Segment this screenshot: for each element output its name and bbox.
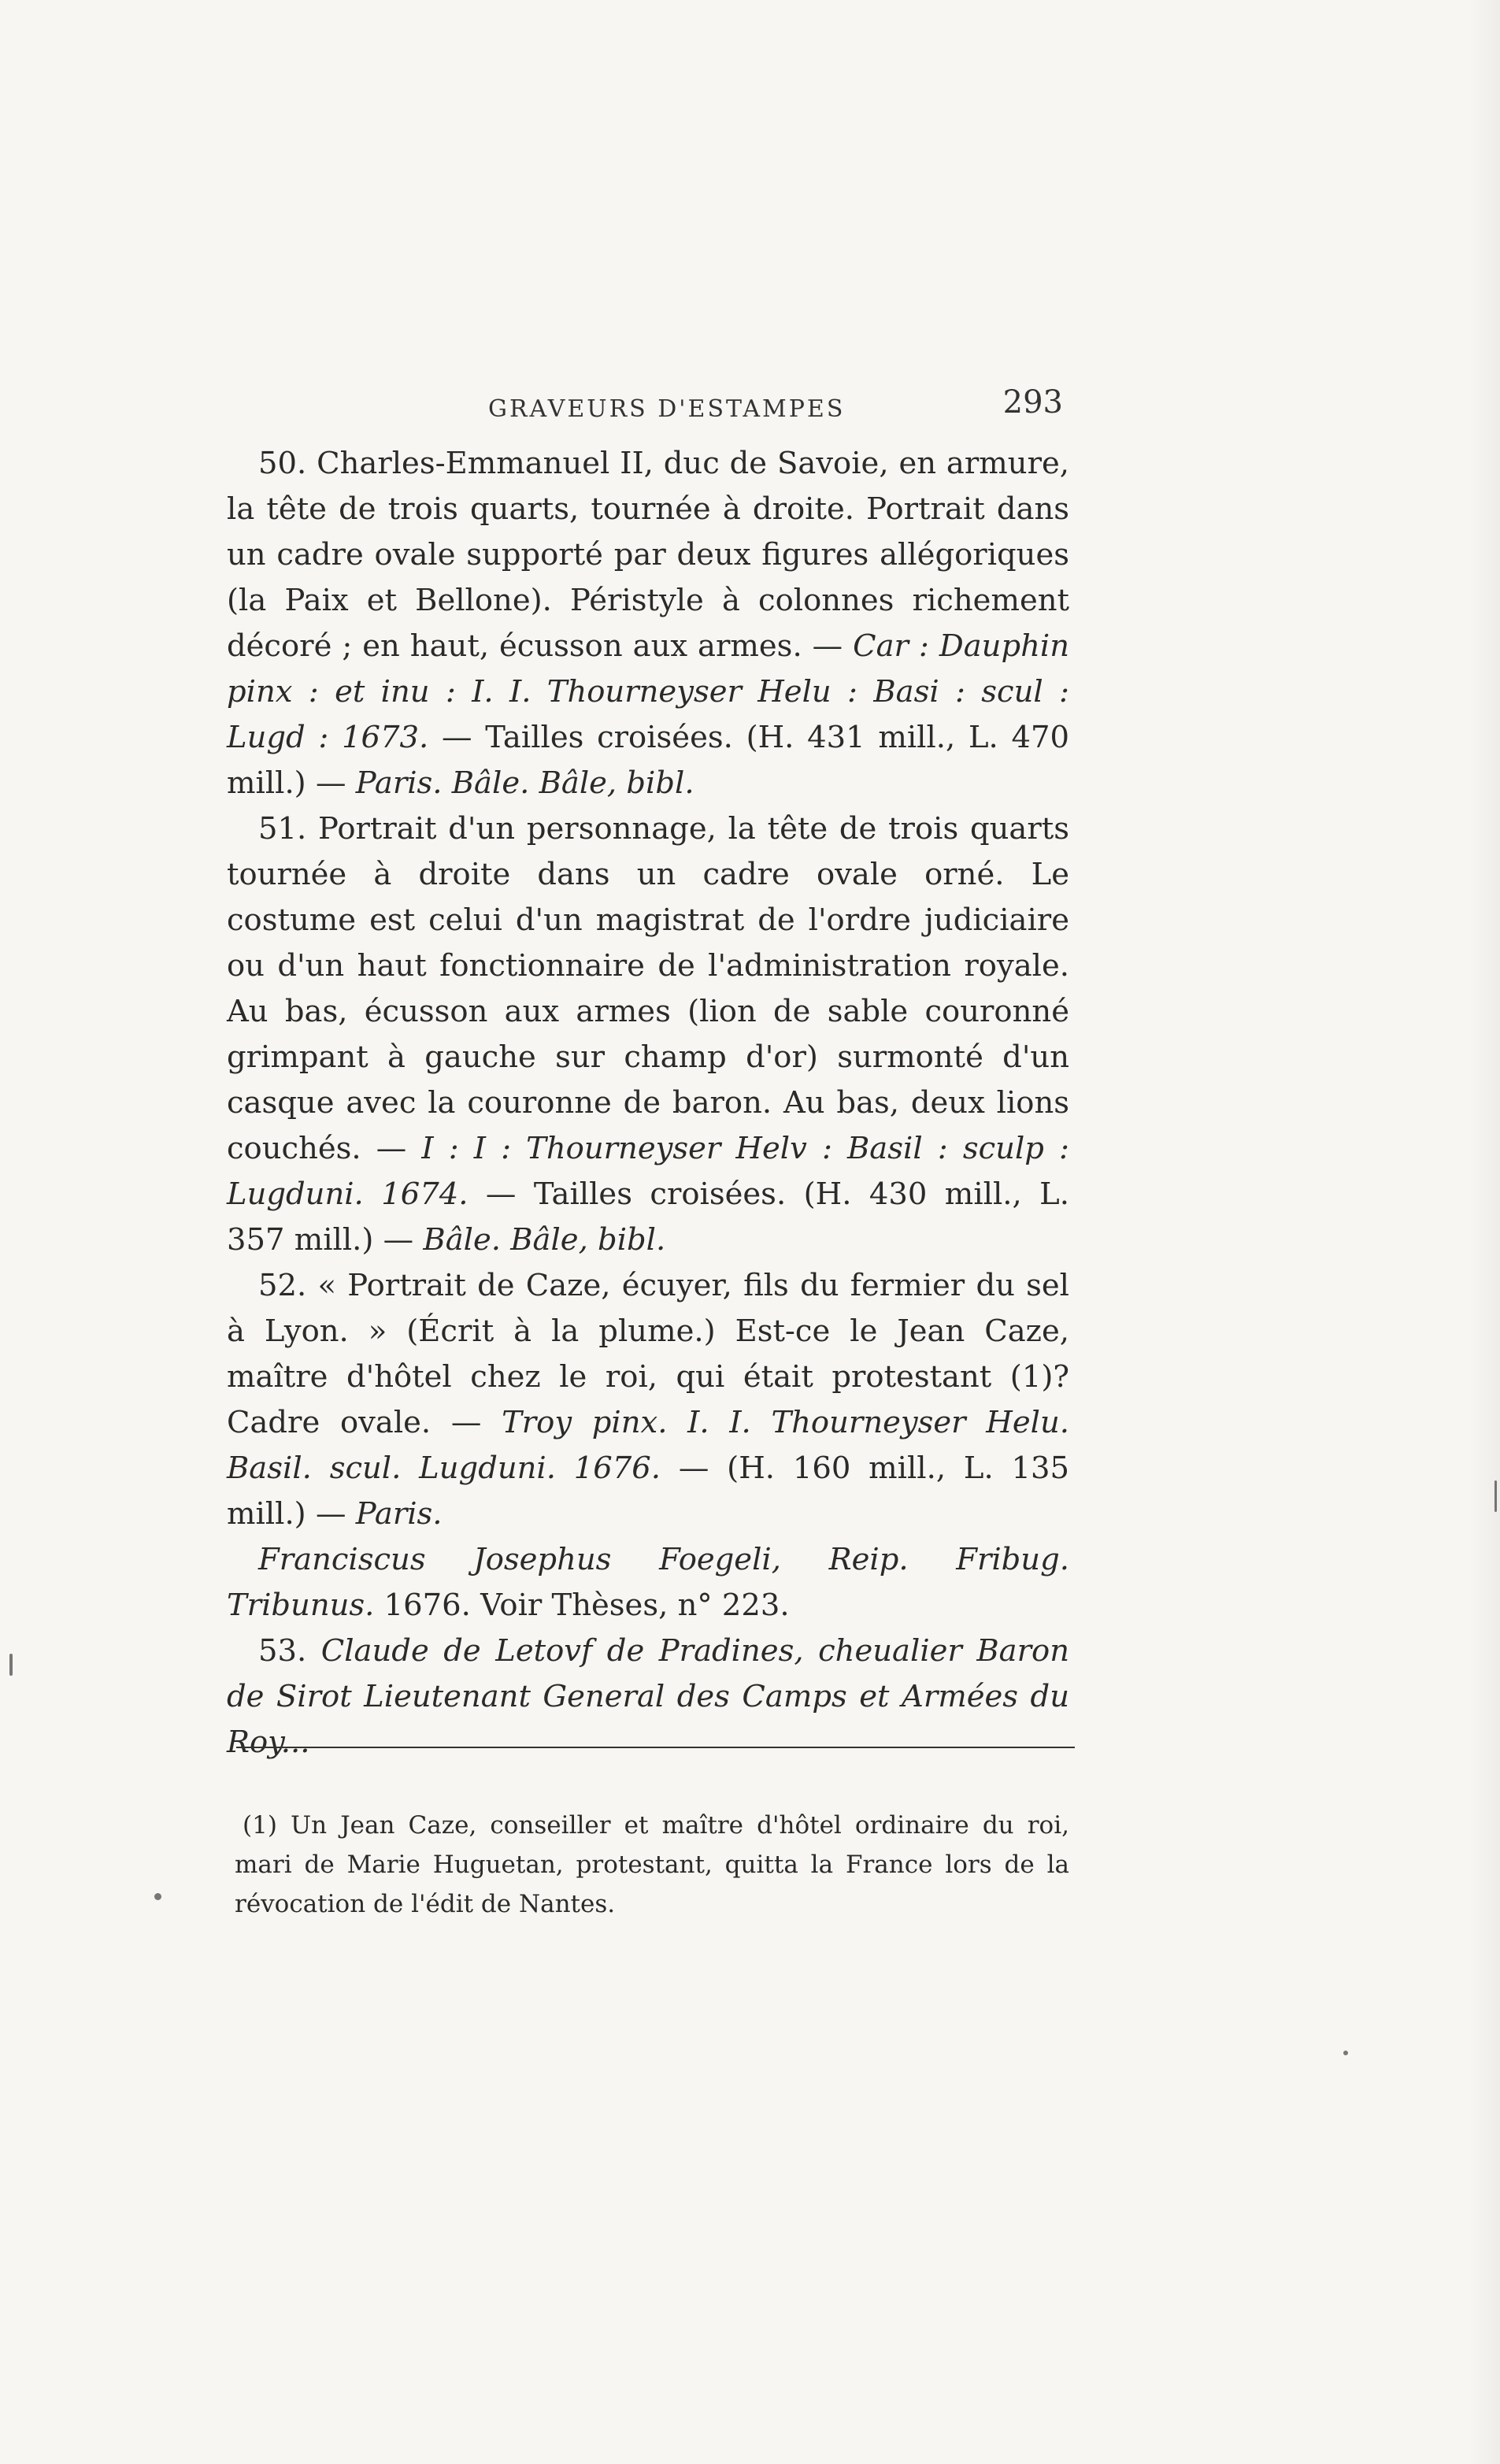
- entry-text: 1676. Voir Thèses, n° 223.: [374, 1588, 790, 1623]
- entry-text: — Tailles croisées. (H. 431 mill., L. 470 mill.) —: [227, 720, 1069, 801]
- entry-inscription: Franciscus Josephus Foegeli, Reip. Fribug. Tribunus.: [227, 1542, 1069, 1623]
- running-head: GRAVEURS D'ESTAMPES: [488, 395, 846, 423]
- entry-locations: Paris.: [355, 1496, 443, 1532]
- body-text: [227, 441, 1069, 1766]
- entry-50: [227, 441, 1069, 806]
- scan-speck: [154, 1893, 161, 1900]
- entry-locations: Paris. Bâle. Bâle, bibl.: [355, 765, 694, 801]
- entry-53: [227, 1628, 1069, 1766]
- page-number: 293: [1002, 384, 1063, 421]
- page-edge: [1469, 0, 1500, 2464]
- scan-speck: [1343, 2051, 1348, 2055]
- entry-text: — (H. 160 mill., L. 135 mill.) —: [227, 1451, 1069, 1532]
- entry-text: 50. Charles-Emmanuel II, duc de Savoie, en armure, la tête de trois quarts, tournée à droite. Portrait dans un cadre ovale supporté par deux figures allégoriques (la Paix et Bellone). Péristyle à colonnes richement décoré ; en haut, écusson aux armes. —: [227, 446, 1069, 664]
- scan-speck: [9, 1654, 13, 1676]
- footnote-rule: [236, 1747, 1075, 1748]
- entry-inscription: Troy pinx. I. I. Thourneyser Helu. Basil. scul. Lugduni. 1676.: [227, 1405, 1069, 1486]
- entry-text: — Tailles croisées. (H. 430 mill., L. 357 mill.) —: [227, 1176, 1069, 1258]
- entry-51: [227, 806, 1069, 1263]
- entry-inscription: Car : Dauphin pinx : et inu : I. I. Thourneyser Helu : Basi : scul : Lugd : 1673.: [227, 628, 1069, 755]
- entry-52: [227, 1263, 1069, 1537]
- footnote: (1) Un Jean Caze, conseiller et maître d'hôtel ordinaire du roi, mari de Marie Huguetan, protestant, quitta la France lors de la révocation de l'édit de Nantes.: [235, 1811, 1069, 1918]
- entry-inscription: Claude de Letovf de Pradines, cheualier Baron de Sirot Lieutenant General des Camps et Armées du Roy...: [227, 1633, 1069, 1760]
- entry-text: 52. « Portrait de Caze, écuyer, fils du fermier du sel à Lyon. » (Écrit à la plume.) Est-ce le Jean Caze, maître d'hôtel chez le roi, qui était protestant (1)? Cadre ovale. —: [227, 1268, 1069, 1440]
- page-header: [457, 384, 1071, 432]
- entry-foegeli: [227, 1537, 1069, 1628]
- entry-locations: Bâle. Bâle, bibl.: [423, 1222, 666, 1258]
- entry-text: 51. Portrait d'un personnage, la tête de trois quarts tournée à droite dans un cadre ovale orné. Le costume est celui d'un magistrat de l'ordre judiciaire ou d'un haut fonctionnaire de l'administration royale. Au bas, écusson aux armes (lion de sable couronné grimpant à gauche sur champ d'or) surmonté d'un casque avec la couronne de baron. Au bas, deux lions couchés. —: [227, 811, 1069, 1166]
- entry-text: 53.: [258, 1633, 321, 1669]
- entry-inscription: I : I : Thourneyser Helv : Basil : sculp : Lugduni. 1674.: [227, 1131, 1069, 1212]
